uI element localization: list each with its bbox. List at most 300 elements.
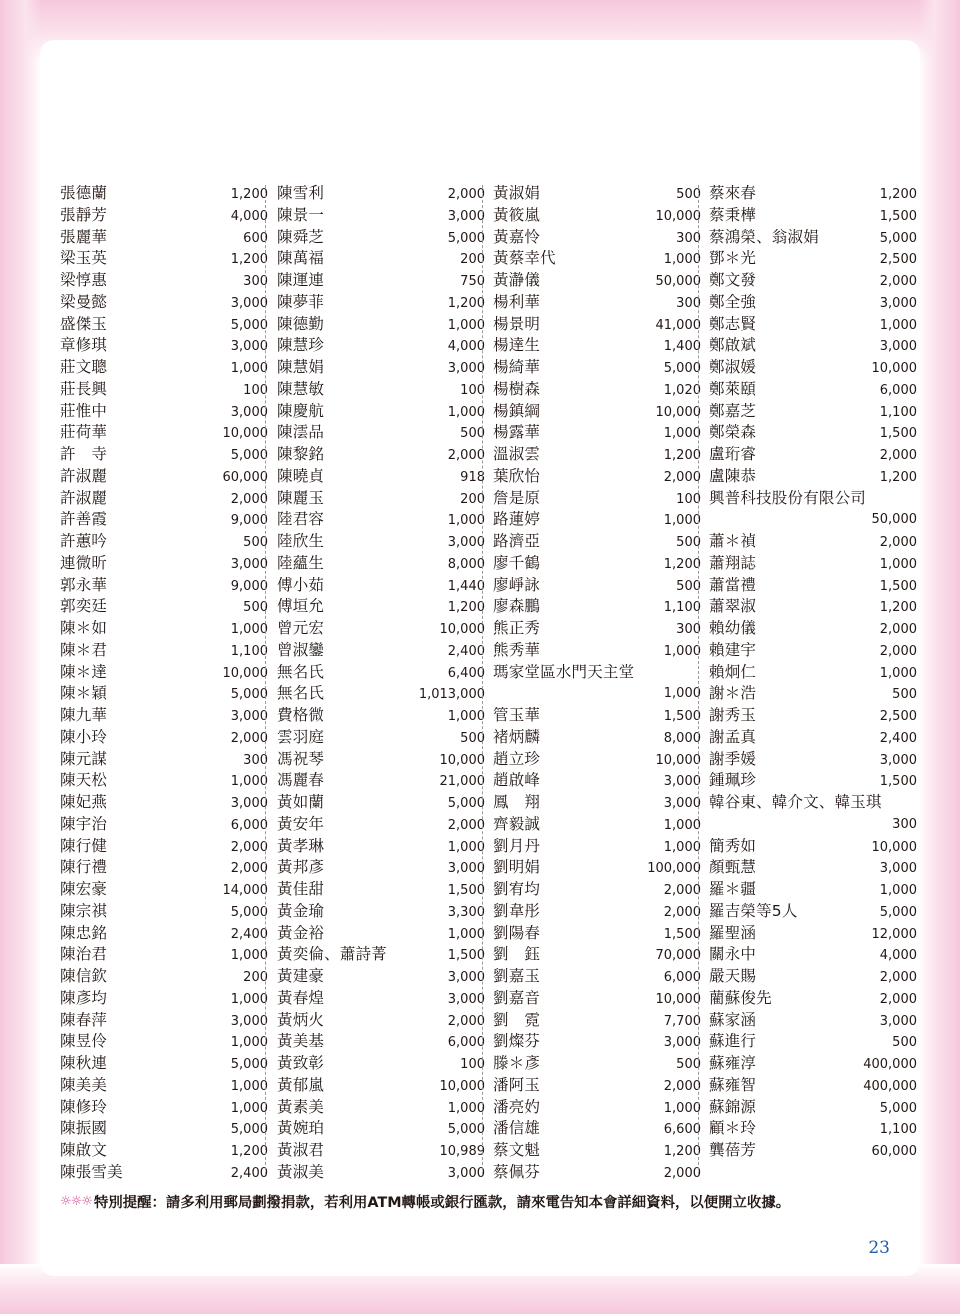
donation-amount: 3,000: [230, 556, 268, 572]
donor-name: 陳舜芝: [277, 227, 325, 246]
donor-name: 蘇雍淳: [709, 1054, 757, 1072]
donor-row: [493, 596, 701, 618]
donation-amount: 1,000: [663, 643, 701, 659]
donation-amount: 3,000: [879, 861, 917, 877]
donation-amount: 9,000: [230, 513, 268, 529]
donor-name: 陳宏豪: [60, 880, 108, 898]
donor-name: 黃佳甜: [277, 880, 325, 898]
donation-amount: 2,000: [230, 839, 268, 855]
donor-row: [709, 509, 917, 531]
donor-row: [277, 292, 485, 314]
donor-row: [60, 1075, 268, 1097]
donor-name: 陳＊君: [60, 640, 108, 659]
donor-row: [709, 1010, 917, 1032]
donation-amount: 1,000: [663, 252, 701, 268]
donor-name: 陸蘊生: [277, 553, 325, 572]
donor-name: 黃淑美: [277, 1162, 325, 1181]
donor-name: 管玉華: [493, 706, 541, 724]
donation-amount: 500: [892, 1035, 917, 1051]
donation-amount: 500: [676, 578, 701, 594]
donor-name: 黃金裕: [277, 923, 325, 942]
donor-name: 陳秋連: [60, 1054, 108, 1072]
donor-name: 許蕙吟: [60, 532, 108, 550]
donor-row: [60, 422, 268, 444]
donor-row: [60, 444, 268, 466]
donation-amount: 1,000: [230, 774, 268, 790]
donation-amount: 2,000: [230, 491, 268, 507]
donor-row: [60, 749, 268, 771]
donor-name: 陳信欽: [60, 967, 108, 985]
donation-amount: 5,000: [879, 1100, 917, 1116]
donor-name: 陳修玲: [60, 1097, 108, 1116]
donor-name: 許善霞: [60, 510, 108, 529]
donation-amount: 10,000: [655, 991, 701, 1007]
donor-name: 陳春萍: [60, 1010, 108, 1029]
donor-row: [493, 1053, 701, 1075]
donor-row: [709, 531, 917, 553]
page-number: 23: [868, 1238, 890, 1258]
donor-row: [493, 1162, 701, 1184]
donation-amount: 750: [460, 274, 485, 289]
donor-column-4: [709, 183, 917, 1162]
donor-row: [709, 618, 917, 640]
donor-name: 蔡佩芬: [493, 1162, 541, 1181]
donor-name: 陳慧敏: [277, 379, 325, 398]
donor-name: 潘亮妁: [493, 1097, 541, 1116]
donor-row: [277, 205, 485, 227]
donor-row: [493, 901, 701, 923]
donation-amount: 3,000: [447, 861, 485, 877]
donation-amount: 10,000: [871, 361, 917, 376]
donation-amount: 2,000: [879, 535, 917, 550]
donation-amount: 100: [460, 1057, 485, 1072]
donor-row: [277, 488, 485, 510]
donor-row: [277, 944, 485, 966]
donor-name: 鄭榮森: [709, 423, 757, 442]
donor-name: 郭永華: [60, 575, 108, 594]
donation-amount: 2,000: [879, 643, 917, 659]
donation-amount: 6,000: [447, 1035, 485, 1051]
donation-amount: 1,200: [879, 600, 917, 616]
donor-row: [709, 792, 917, 814]
donor-row: [493, 357, 701, 379]
donor-row: [60, 879, 268, 901]
donor-row: [709, 183, 917, 205]
donor-row: [277, 1075, 485, 1097]
donor-name: 陳慧娟: [277, 358, 325, 376]
donor-name: 楊利華: [493, 292, 541, 311]
donation-amount: 1,500: [447, 883, 485, 898]
donation-amount: 1,400: [663, 339, 701, 355]
donor-row: [60, 575, 268, 597]
donation-amount: 1,100: [879, 404, 917, 420]
donor-name: 楊露華: [493, 423, 541, 442]
donor-name: 羅＊疆: [709, 880, 757, 898]
donor-name: 莊長興: [60, 379, 108, 398]
donor-row: [60, 857, 268, 879]
page-frame-left: [0, 0, 42, 1314]
donor-name: 陳行禮: [60, 858, 108, 877]
donor-row: [277, 466, 485, 488]
column-divider: [698, 185, 699, 1175]
donor-row: [60, 966, 268, 988]
donor-row: [493, 944, 701, 966]
donor-row: [277, 923, 485, 945]
reminder-text: 特別提醒：請多利用郵局劃撥捐款，若利用ATM轉帳或銀行匯款，請來電告知本會詳細資料，以便開立收據。: [93, 1194, 791, 1211]
donor-row: [277, 596, 485, 618]
donor-row: [709, 292, 917, 314]
donor-name: 鄭啟斌: [709, 336, 757, 355]
donor-row: [709, 422, 917, 444]
donation-amount: 3,000: [230, 404, 268, 420]
donor-name: 陳宇治: [60, 814, 108, 833]
donor-row: [60, 509, 268, 531]
donor-name: 黃金瑜: [277, 901, 325, 920]
donor-name: 黃筱嵐: [493, 205, 541, 224]
donation-amount: 5,000: [663, 361, 701, 376]
donation-amount: 6,600: [663, 1122, 701, 1138]
donor-row: [493, 292, 701, 314]
donor-row: [709, 836, 917, 858]
donation-amount: 1,200: [879, 469, 917, 485]
donor-name: 陳慶航: [277, 401, 325, 420]
donor-name: 陳振國: [60, 1119, 108, 1138]
donor-name: 葉欣怡: [493, 466, 541, 485]
donation-amount: 10,000: [222, 665, 268, 681]
donor-name: 潘阿玉: [493, 1075, 541, 1094]
donor-row: [709, 270, 917, 292]
donor-name: 黃致彰: [277, 1054, 325, 1072]
donor-row: [493, 836, 701, 858]
donor-row: [60, 727, 268, 749]
donor-name: 羅吉榮等5人: [709, 901, 798, 920]
donor-row: [277, 248, 485, 270]
donor-row: [60, 923, 268, 945]
donor-row: [709, 575, 917, 597]
donor-row: [709, 401, 917, 423]
donor-name: 劉宥均: [493, 880, 541, 898]
donor-row: [277, 1140, 485, 1162]
donor-row: [709, 314, 917, 336]
donor-name: 羅聖涵: [709, 923, 757, 942]
donor-name: 廖千鶴: [493, 553, 541, 572]
donation-amount: 2,000: [447, 187, 485, 202]
column-divider: [482, 185, 483, 1175]
donor-name: 路蓮婷: [493, 510, 541, 529]
donor-row: [277, 879, 485, 901]
donor-row: [493, 335, 701, 357]
donor-row: [277, 662, 485, 684]
donor-row: [709, 227, 917, 249]
donor-name: 劉 鈺: [493, 945, 541, 964]
donor-name: 盧珩睿: [709, 445, 757, 463]
donor-row: [493, 509, 701, 531]
donor-row: [493, 988, 701, 1010]
column-divider: [265, 185, 266, 1175]
donor-row: [709, 1053, 917, 1075]
donor-row: [709, 1097, 917, 1119]
donor-row: [60, 270, 268, 292]
donation-amount: 6,000: [230, 817, 268, 833]
donor-row: [277, 531, 485, 553]
donation-amount: 3,000: [879, 295, 917, 311]
donor-row: [277, 857, 485, 879]
donation-amount: 500: [243, 535, 268, 550]
donor-row: [709, 640, 917, 662]
donor-name: 蔡來春: [709, 184, 757, 202]
donor-name: 楊達生: [493, 336, 541, 355]
donation-amount: 6,000: [879, 382, 917, 398]
donor-name: 趙立珍: [493, 749, 541, 768]
donor-name: 許 寺: [60, 445, 108, 463]
donor-name: 詹是原: [493, 488, 541, 507]
donation-amount: 1,100: [230, 643, 268, 659]
donor-row: [60, 640, 268, 662]
donor-row: [60, 1162, 268, 1184]
donation-amount: 41,000: [655, 317, 701, 333]
donor-name: 陳萬福: [277, 249, 325, 268]
donor-row: [709, 357, 917, 379]
donor-row: [493, 792, 701, 814]
donor-row: [277, 618, 485, 640]
donation-amount: 60,000: [871, 1144, 917, 1159]
donor-name: 黃孝琳: [277, 836, 325, 855]
donation-amount: 2,000: [663, 469, 701, 485]
donor-name: 郭奕廷: [60, 597, 108, 616]
donor-row: [60, 314, 268, 336]
donor-name: 廖森鵬: [493, 597, 541, 616]
donor-name: 潘信雄: [493, 1119, 541, 1138]
donor-name: 楊樹森: [493, 379, 541, 398]
donor-row: [277, 575, 485, 597]
donor-row: [493, 640, 701, 662]
donor-name: 張麗華: [60, 227, 108, 246]
donor-row: [493, 618, 701, 640]
donation-amount: 3,000: [447, 535, 485, 550]
donation-amount: 1,500: [879, 426, 917, 442]
donation-amount: 6,400: [447, 665, 485, 681]
donor-row: [277, 379, 485, 401]
donor-row: [277, 749, 485, 771]
donor-name: 黃奕倫、蕭詩菁: [277, 945, 387, 964]
donor-name: 楊景明: [493, 314, 541, 333]
donor-name: 陳昱伶: [60, 1032, 108, 1051]
donation-amount: 21,000: [439, 774, 485, 790]
donation-amount: 300: [676, 622, 701, 637]
donor-row: [493, 727, 701, 749]
donor-column-3: [493, 183, 701, 1184]
donor-name: 陳慧珍: [277, 336, 325, 355]
donation-amount: 1,000: [447, 926, 485, 942]
donor-name: 黃郁嵐: [277, 1075, 325, 1094]
donor-name: 陳運連: [277, 271, 325, 289]
donor-name: 蔡鴻榮、翁淑娟: [709, 227, 819, 246]
donor-row: [493, 923, 701, 945]
donation-amount: 5,000: [230, 1057, 268, 1072]
donor-name: 蕭翠淑: [709, 597, 757, 616]
donor-name: 陳＊達: [60, 662, 108, 681]
donor-row: [60, 248, 268, 270]
donation-amount: 6,000: [663, 970, 701, 985]
donor-row: [60, 662, 268, 684]
donor-name: 賴炯仁: [709, 662, 757, 681]
donor-row: [493, 683, 701, 705]
donation-amount: 7,700: [663, 1013, 701, 1029]
donor-row: [60, 531, 268, 553]
donor-name: 陳元謀: [60, 749, 108, 768]
donor-name: 陳澐品: [277, 423, 325, 442]
donor-name: 黃春煌: [277, 988, 325, 1007]
donation-amount: 1,500: [879, 208, 917, 224]
donation-amount: 2,000: [879, 991, 917, 1007]
donor-row: [493, 270, 701, 292]
donation-amount: 1,000: [447, 1100, 485, 1116]
donor-row: [709, 444, 917, 466]
donor-row: [60, 1140, 268, 1162]
donor-name: 馮祝琴: [277, 749, 325, 768]
donor-row: [60, 683, 268, 705]
donation-amount: 5,000: [879, 230, 917, 246]
donation-amount: 2,000: [230, 861, 268, 877]
donor-row: [493, 227, 701, 249]
donor-row: [493, 1097, 701, 1119]
special-reminder: [60, 1190, 910, 1212]
donor-name: 鄭文發: [709, 271, 757, 289]
donor-row: [709, 596, 917, 618]
donor-name: 興普科技股份有限公司: [709, 488, 867, 507]
donation-amount: 12,000: [871, 926, 917, 942]
donation-amount: 300: [243, 274, 268, 289]
donor-name: 顏甄慧: [709, 858, 757, 877]
donation-amount: 500: [676, 535, 701, 550]
donor-row: [60, 466, 268, 488]
donation-amount: 3,000: [447, 991, 485, 1007]
donor-name: 謝季媛: [709, 749, 757, 768]
donor-row: [60, 770, 268, 792]
donor-row: [709, 205, 917, 227]
donation-amount: 9,000: [230, 578, 268, 594]
donation-amount: 3,000: [663, 1035, 701, 1051]
donor-row: [60, 988, 268, 1010]
donation-amount: 1,000: [230, 361, 268, 376]
donor-row: [709, 488, 917, 510]
donation-amount: 500: [460, 730, 485, 746]
donation-amount: 2,400: [230, 926, 268, 942]
donor-row: [60, 705, 268, 727]
donation-amount: 200: [460, 491, 485, 507]
donation-amount: 1,013,000: [418, 687, 485, 703]
donation-amount: 1,100: [663, 600, 701, 616]
donor-row: [493, 770, 701, 792]
donor-row: [277, 1010, 485, 1032]
donation-amount: 2,500: [879, 709, 917, 724]
donor-row: [277, 1031, 485, 1053]
donor-row: [709, 662, 917, 684]
donation-amount: 10,000: [655, 404, 701, 420]
donation-amount: 100: [243, 382, 268, 398]
donor-row: [493, 1140, 701, 1162]
donor-name: 顧＊玲: [709, 1119, 757, 1138]
donation-amount: 1,200: [230, 187, 268, 202]
donor-row: [493, 379, 701, 401]
donation-amount: 1,000: [447, 404, 485, 420]
donor-name: 莊惟中: [60, 401, 108, 420]
donor-row: [277, 901, 485, 923]
donor-name: 蘇雍智: [709, 1075, 757, 1094]
donor-name: 蘇進行: [709, 1032, 757, 1051]
donor-name: 陳宗祺: [60, 901, 108, 920]
donation-amount: 3,000: [663, 796, 701, 811]
donor-name: 陸君容: [277, 510, 325, 529]
donor-row: [277, 814, 485, 836]
donor-name: 陳忠銘: [60, 923, 108, 942]
donor-row: [493, 575, 701, 597]
donor-row: [709, 879, 917, 901]
donation-amount: 1,000: [663, 426, 701, 442]
donor-name: 簡秀如: [709, 836, 757, 855]
donor-row: [277, 727, 485, 749]
donor-name: 溫淑雲: [493, 445, 541, 463]
donor-name: 梁玉英: [60, 249, 108, 268]
donation-amount: 2,500: [879, 252, 917, 268]
donor-name: 陳＊穎: [60, 684, 108, 703]
donor-row: [277, 227, 485, 249]
donor-name: 黃建豪: [277, 967, 325, 985]
donor-name: 陳小玲: [60, 727, 108, 746]
donor-row: [277, 988, 485, 1010]
donor-row: [493, 488, 701, 510]
donor-name: 褚炳麟: [493, 727, 541, 746]
donor-row: [709, 749, 917, 771]
donation-amount: 5,000: [447, 796, 485, 811]
donor-name: 蕭翔誌: [709, 553, 757, 572]
donation-amount: 300: [892, 816, 917, 832]
donor-row: [60, 901, 268, 923]
donor-name: 關永中: [709, 945, 757, 964]
donor-row: [709, 379, 917, 401]
donation-amount: 2,000: [663, 883, 701, 898]
donor-row: [277, 1097, 485, 1119]
donor-name: 熊秀華: [493, 640, 541, 659]
donation-amount: 2,000: [879, 274, 917, 289]
donor-name: 賴幼儀: [709, 619, 757, 637]
donation-amount: 200: [460, 252, 485, 268]
donor-name: 陳妃燕: [60, 793, 108, 811]
donor-row: [493, 662, 701, 684]
donor-row: [709, 1031, 917, 1053]
donor-name: 鄧＊光: [709, 249, 757, 268]
donor-name: 鄭萊頤: [709, 379, 757, 398]
donation-amount: 5,000: [230, 317, 268, 333]
donor-row: [60, 1097, 268, 1119]
donor-row: [60, 1118, 268, 1140]
donor-row: [493, 444, 701, 466]
donation-amount: 10,000: [655, 752, 701, 768]
donor-row: [277, 792, 485, 814]
donor-name: 黃婉珀: [277, 1119, 325, 1138]
donor-name: 陳夢菲: [277, 292, 325, 311]
donor-name: 梁曼懿: [60, 292, 108, 311]
donation-amount: 4,000: [230, 208, 268, 224]
donor-row: [709, 248, 917, 270]
donation-amount: 14,000: [222, 883, 268, 898]
donor-name: 曾元宏: [277, 619, 325, 637]
donation-amount: 1,200: [879, 187, 917, 202]
donation-amount: 3,300: [447, 904, 485, 920]
donation-amount: 1,000: [663, 1100, 701, 1116]
donor-row: [493, 1118, 701, 1140]
donor-row: [60, 1053, 268, 1075]
